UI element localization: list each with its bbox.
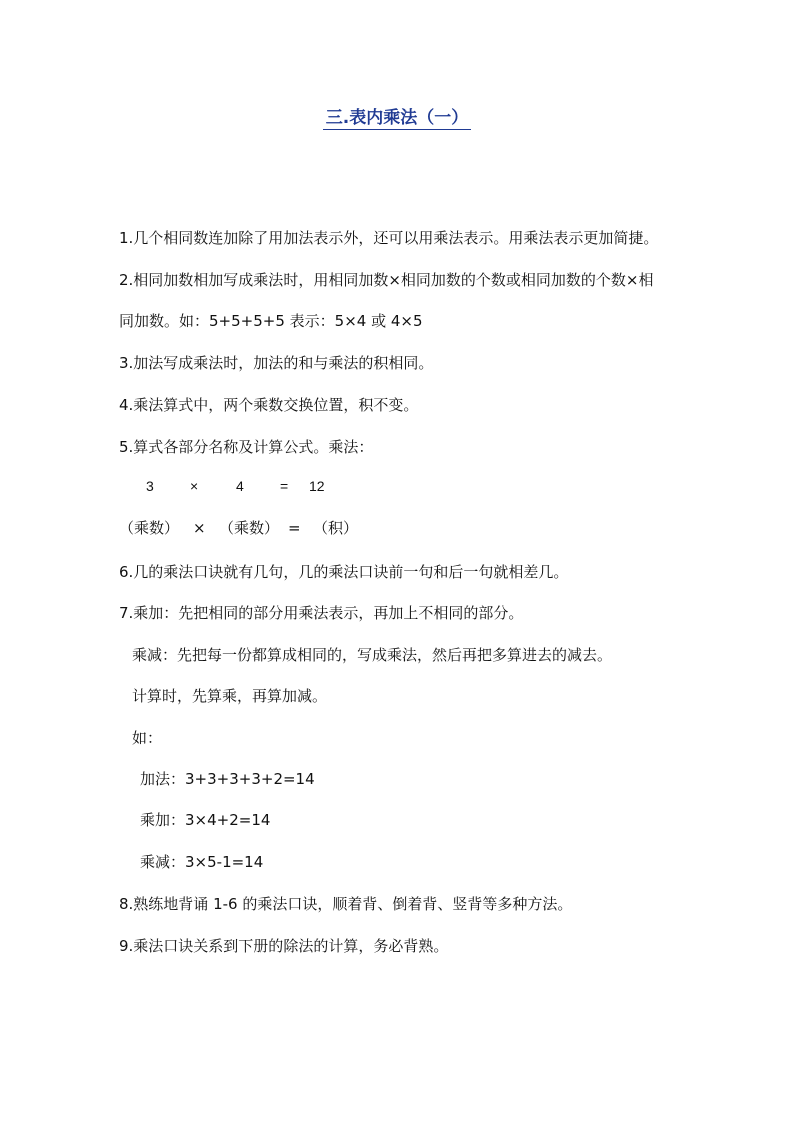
formula-name-factor-1: （乘数） [119, 519, 180, 537]
formula-name-product: （积） [313, 519, 359, 537]
example-multiply-add: 乘加：3×4+2=14 [140, 811, 271, 829]
point-9: 9.乘法口诀关系到下册的除法的计算，务必背熟。 [119, 937, 449, 955]
formula-factor-2: 4 [236, 478, 244, 494]
point-5: 5.算式各部分名称及计算公式。乘法： [119, 438, 374, 456]
point-7-subtract: 乘减：先把每一份都算成相同的，写成乘法，然后再把多算进去的减去。 [132, 646, 613, 664]
point-7-example-label: 如： [132, 729, 163, 747]
point-2-line-1: 2.相同加数相加写成乘法时，用相同加数×相同加数的个数或相同加数的个数×相 [119, 271, 654, 289]
example-multiply-subtract: 乘减：3×5-1=14 [140, 853, 264, 871]
point-6: 6.几的乘法口诀就有几句，几的乘法口诀前一句和后一句就相差几。 [119, 563, 569, 581]
page-title-text: 三.表内乘法（一） [323, 108, 471, 130]
point-2-line-2: 同加数。如：5+5+5+5 表示：5×4 或 4×5 [119, 312, 423, 330]
formula-equals-sign: = [280, 478, 289, 494]
page-title [0, 107, 794, 129]
example-addition: 加法：3+3+3+3+2=14 [140, 770, 315, 788]
formula-factor-1: 3 [146, 478, 154, 494]
point-4: 4.乘法算式中，两个乘数交换位置，积不变。 [119, 396, 419, 414]
formula-name-times: × [193, 519, 206, 537]
formula-name-equals: = [288, 519, 301, 537]
formula-product: 12 [309, 478, 325, 494]
formula-times-sign: × [190, 478, 199, 494]
point-8: 8.熟练地背诵 1-6 的乘法口诀，顺着背、倒着背、竖背等多种方法。 [119, 895, 573, 913]
formula-name-factor-2: （乘数） [219, 519, 280, 537]
point-3: 3.加法写成乘法时，加法的和与乘法的积相同。 [119, 354, 434, 372]
point-7: 7.乘加：先把相同的部分用乘法表示，再加上不相同的部分。 [119, 604, 524, 622]
point-1: 1.几个相同数连加除了用加法表示外，还可以用乘法表示。用乘法表示更加简捷。 [119, 229, 659, 247]
point-7-order: 计算时，先算乘，再算加减。 [132, 687, 328, 705]
